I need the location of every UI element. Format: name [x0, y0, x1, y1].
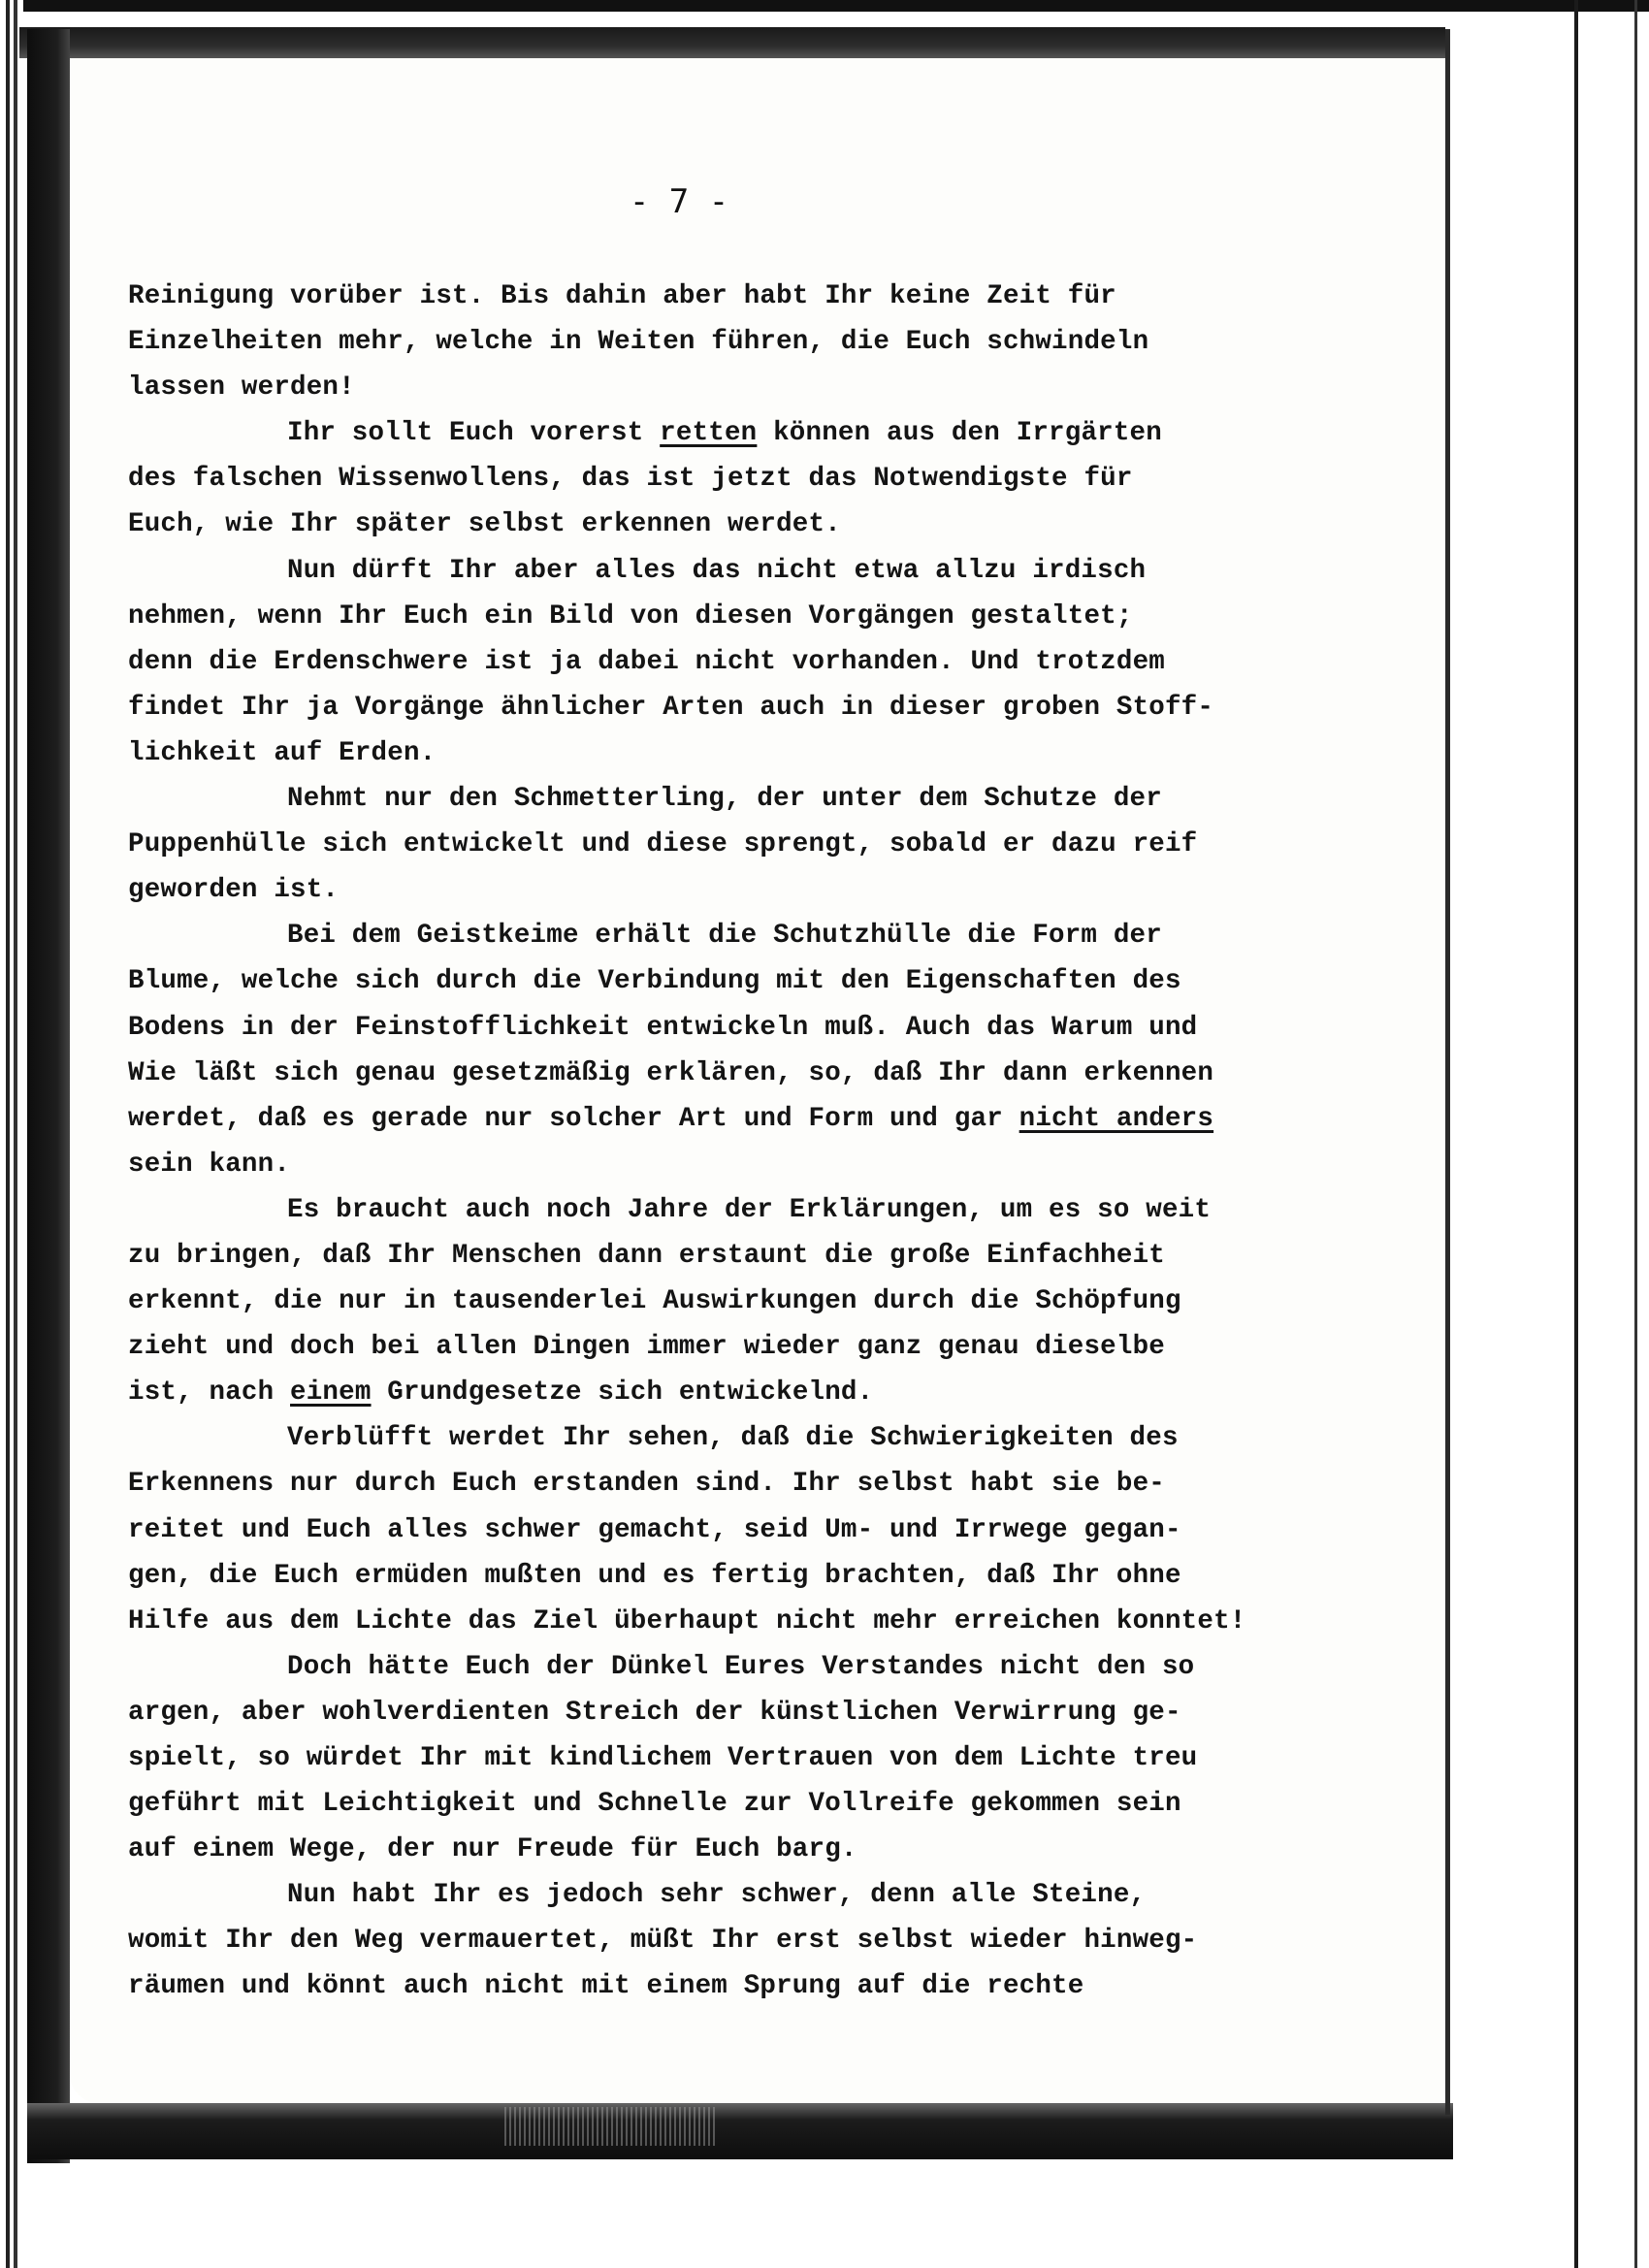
text-line: lichkeit auf Erden. [128, 737, 436, 768]
text-line: Blume, welche sich durch die Verbindung mit den Eigenschaften des [128, 966, 1181, 997]
text-line: Wie läßt sich genau gesetzmäßig erklären, so, daß Ihr dann erkennen [128, 1057, 1214, 1088]
text-segment: Ihr sollt Euch vorerst [287, 418, 661, 449]
page-number: - 7 - [629, 182, 729, 221]
text-line: womit Ihr den Weg vermauertet, müßt Ihr erst selbst wieder hinweg- [128, 1926, 1198, 1957]
text-line: geführt mit Leichtigkeit und Schnelle zur Vollreife gekommen sein [128, 1789, 1181, 1820]
text-segment: können aus den Irrgärten [757, 418, 1162, 449]
text-line: geworden ist. [128, 875, 340, 906]
text-line: findet Ihr ja Vorgänge ähnlicher Arten auch in dieser groben Stoff- [128, 692, 1214, 723]
copy-shadow-right [1445, 29, 1450, 2115]
scan-noise [504, 2107, 718, 2146]
text-line: Nun dürft Ihr aber alles das nicht etwa allzu irdisch [287, 555, 1147, 586]
text-line: lassen werden! [128, 373, 355, 404]
text-line: Erkennens nur durch Euch erstanden sind. Ihr selbst habt sie be- [128, 1469, 1165, 1500]
text-line: Es braucht auch noch Jahre der Erklärungen, um es so weit [287, 1194, 1212, 1225]
text-line: Nehmt nur den Schmetterling, der unter dem Schutze der [287, 784, 1162, 815]
text-line: auf einem Wege, der nur Freude für Euch barg. [128, 1834, 857, 1865]
text-line: nehmen, wenn Ihr Euch ein Bild von diesen Vorgängen gestaltet; [128, 600, 1133, 632]
text-line: erkennt, die nur in tausenderlei Auswirkungen durch die Schöpfung [128, 1286, 1181, 1317]
scan-border-right-edge [1634, 0, 1637, 2268]
text-line: Verblüfft werdet Ihr sehen, daß die Schwierigkeiten des [287, 1423, 1179, 1454]
text-line: Hilfe aus dem Lichte das Ziel überhaupt nicht mehr erreichen konntet! [128, 1605, 1246, 1636]
text-line [128, 410, 1418, 456]
text-line: Reinigung vorüber ist. Bis dahin aber habt Ihr keine Zeit für [128, 281, 1116, 311]
text-line: zu bringen, daß Ihr Menschen dann erstaunt die große Einfachheit [128, 1240, 1165, 1271]
text-line: Einzelheiten mehr, welche in Weiten führen, die Euch schwindeln [128, 327, 1149, 358]
underlined-phrase: nicht anders [1018, 1103, 1214, 1134]
scan-border-top [0, 0, 1649, 12]
text-segment: Grundgesetze sich entwickelnd. [371, 1377, 874, 1409]
underlined-word: einem [290, 1377, 372, 1409]
scan-border-left-edge [0, 0, 23, 2268]
scan-border-right-line [1574, 0, 1578, 2268]
copy-shadow-top [19, 27, 1445, 58]
text-line: Nun habt Ihr es jedoch sehr schwer, denn alle Steine, [287, 1880, 1147, 1911]
text-line: reitet und Euch alles schwer gemacht, seid Um- und Irrwege gegan- [128, 1514, 1181, 1545]
text-line: Bei dem Geistkeime erhält die Schutzhülle die Form der [287, 921, 1162, 952]
text-line: denn die Erdenschwere ist ja dabei nicht vorhanden. Und trotzdem [128, 646, 1165, 677]
text-line: zieht und doch bei allen Dingen immer wieder ganz genau dieselbe [128, 1332, 1165, 1363]
text-line: räumen und könnt auch nicht mit einem Sprung auf die rechte [128, 1971, 1084, 2002]
text-line [128, 1096, 1418, 1142]
underlined-word: retten [660, 418, 758, 449]
text-line: Puppenhülle sich entwickelt und diese sprengt, sobald er dazu reif [128, 829, 1198, 860]
text-line: spielt, so würdet Ihr mit kindlichem Vertrauen von dem Lichte treu [128, 1743, 1198, 1773]
text-segment: ist, nach [128, 1377, 291, 1409]
copy-shadow-bottom [27, 2103, 1453, 2159]
text-line [128, 1370, 1418, 1415]
text-line: des falschen Wissenwollens, das ist jetzt das Notwendigste für [128, 464, 1133, 495]
typewritten-text [128, 274, 1418, 2010]
text-line: argen, aber wohlverdienten Streich der künstlichen Verwirrung ge- [128, 1697, 1181, 1728]
text-line: Bodens in der Feinstofflichkeit entwickeln muß. Auch das Warum und [128, 1012, 1198, 1043]
copy-shadow-left [27, 29, 70, 2163]
text-line: sein kann. [128, 1149, 291, 1180]
text-line: gen, die Euch ermüden mußten und es fertig brachten, daß Ihr ohne [128, 1560, 1181, 1591]
text-line: Doch hätte Euch der Dünkel Eures Verstandes nicht den so [287, 1651, 1195, 1682]
text-segment: werdet, daß es gerade nur solcher Art und Form und gar [128, 1103, 1019, 1134]
text-line: Euch, wie Ihr später selbst erkennen werdet. [128, 509, 841, 540]
